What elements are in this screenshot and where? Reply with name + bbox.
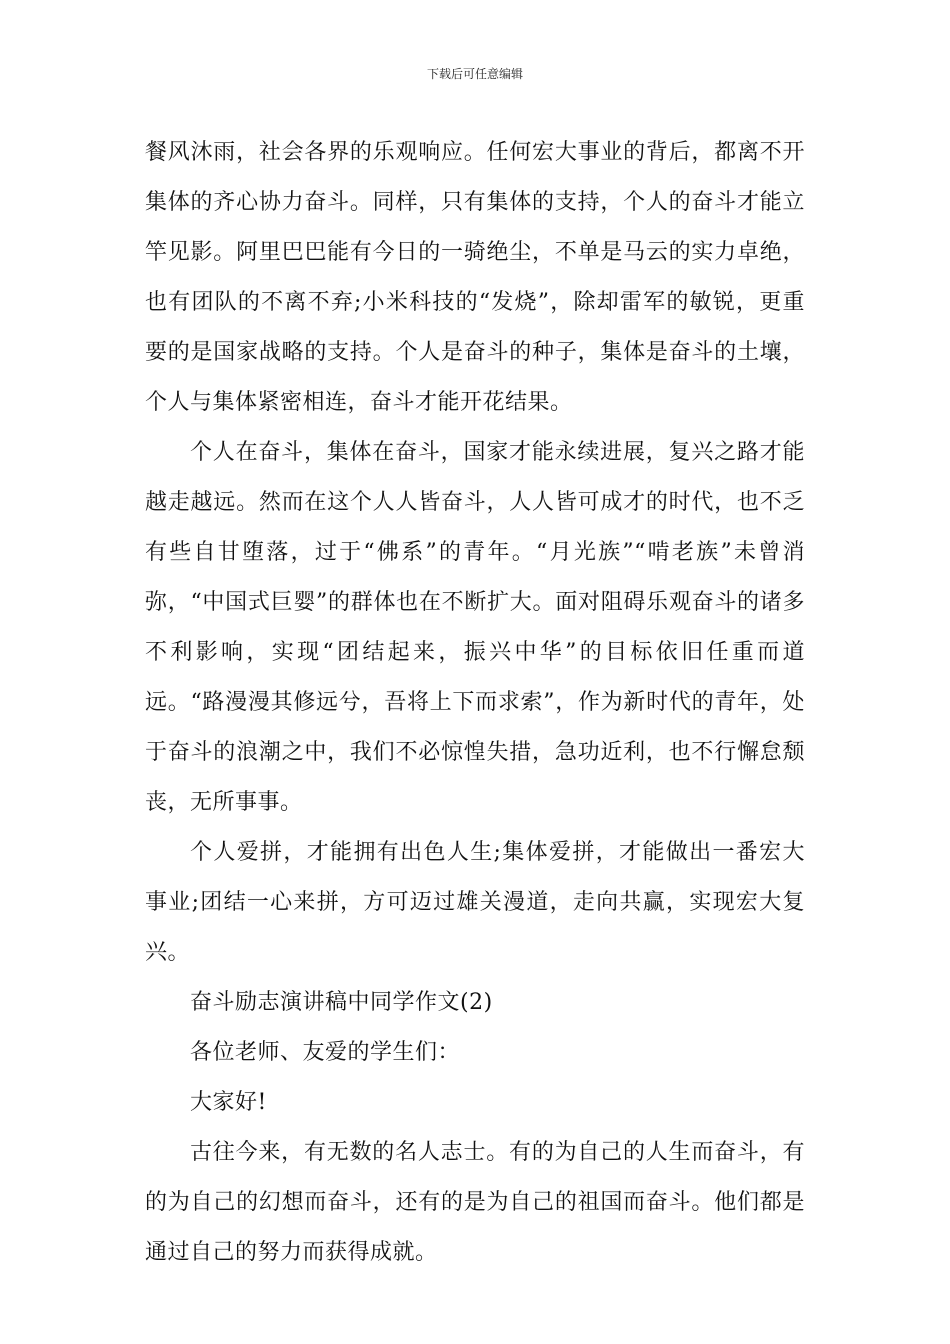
greeting: 大家好! (190, 1090, 267, 1115)
salutation: 各位老师、友爱的学生们： (190, 1040, 461, 1065)
document-body (145, 128, 805, 1278)
paragraph-continuation: 餐风沐雨，社会各界的乐观响应。任何宏大事业的背后，都离不开集体的齐心协力奋斗。同样，只有集体的支持，个人的奋斗才能立竿见影。阿里巴巴能有今日的一骑绝尘，不单是马云的实力卓绝，也有团队的不离不弃;小米科技的“发烧”，除却雷军的敏锐，更重要的是国家战略的支持。个人是奋斗的种子，集体是奋斗的土壤，个人与集体紧密相连，奋斗才能开花结果。 (145, 140, 805, 415)
paragraph-opening: 古往今来，有无数的名人志士。有的为自己的人生而奋斗，有的为自己的幻想而奋斗，还有的是为自己的祖国而奋斗。他们都是通过自己的努力而获得成就。 (145, 1140, 805, 1265)
page-header-note: 下载后可任意编辑 (426, 67, 523, 81)
essay-title: 奋斗励志演讲稿中同学作文(2) (190, 990, 493, 1015)
paragraph-national-progress: 个人在奋斗，集体在奋斗，国家才能永续进展，复兴之路才能越走越远。然而在这个人人皆奋斗，人人皆可成才的时代，也不乏有些自甘堕落，过于“佛系”的青年。“月光族”“啃老族”未曾消弥，“中国式巨婴”的群体也在不断扩大。面对阻碍乐观奋斗的诸多不利影响，实现“团结起来，振兴中华”的目标依旧任重而道远。“路漫漫其修远兮，吾将上下而求索”，作为新时代的青年，处于奋斗的浪潮之中，我们不必惊惶失措，急功近利，也不行懈怠颓丧，无所事事。 (145, 440, 805, 815)
paragraph-conclusion: 个人爱拼，才能拥有出色人生;集体爱拼，才能做出一番宏大事业;团结一心来拼，方可迈过雄关漫道，走向共赢，实现宏大复兴。 (145, 840, 805, 965)
